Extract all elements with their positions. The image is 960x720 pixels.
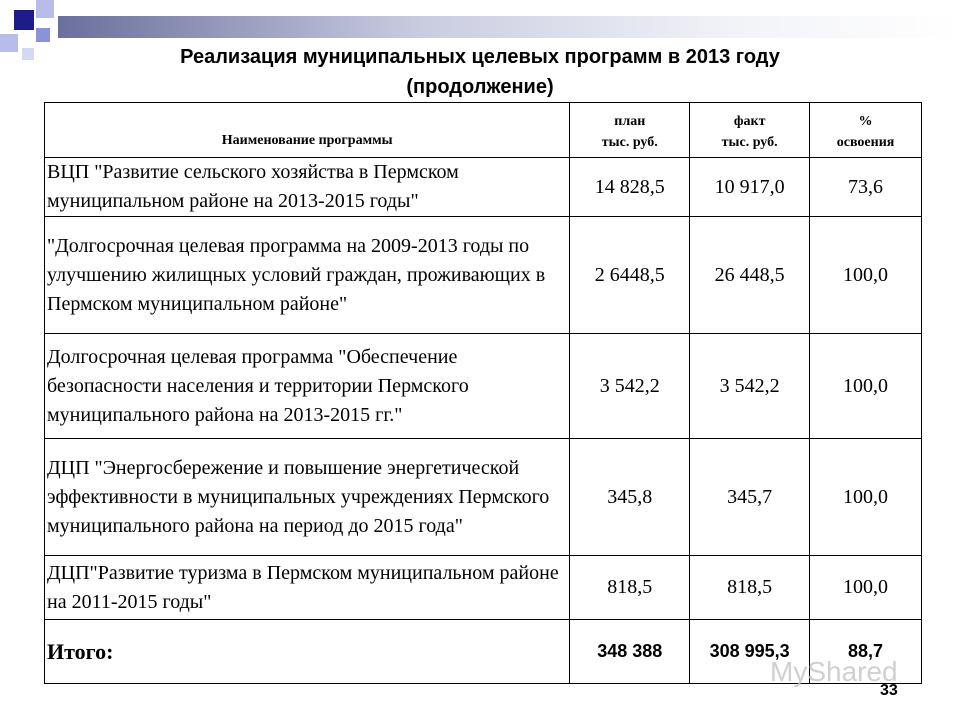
- header-percent: % освоения: [810, 103, 922, 158]
- percent-value: 100,0: [810, 217, 922, 334]
- total-plan: 348 388: [570, 620, 690, 684]
- decor-square: [36, 0, 54, 18]
- program-name: ДЦП"Развитие туризма в Пермском муниципальном районе на 2011-2015 годы": [45, 556, 570, 620]
- plan-value: 2 6448,5: [570, 217, 690, 334]
- table-row: [45, 439, 922, 556]
- plan-value: 345,8: [570, 439, 690, 556]
- decor-square: [22, 48, 34, 60]
- slide-subtitle: (продолжение): [406, 76, 554, 98]
- header-fact: факт тыс. руб.: [690, 103, 810, 158]
- slide-title: Реализация муниципальных целевых программ в 2013 году: [180, 46, 780, 68]
- program-name: ДЦП "Энергосбережение и повышение энергетической эффективности в муниципальных учреждениях Пермского муниципального района на период до 2015 года": [45, 439, 570, 556]
- fact-value: 818,5: [690, 556, 810, 620]
- plan-value: 3 542,2: [570, 334, 690, 439]
- table-row: [45, 217, 922, 334]
- header-gradient-bar: [58, 16, 960, 38]
- table-row: [45, 556, 922, 620]
- decor-square: [36, 28, 50, 42]
- page-number: 33: [880, 682, 898, 699]
- fact-value: 10 917,0: [690, 158, 810, 217]
- decor-square: [14, 10, 34, 30]
- table-row: [45, 334, 922, 439]
- program-name: "Долгосрочная целевая программа на 2009-2013 годы по улучшению жилищных условий граждан, проживающих в Пермском муниципальном районе": [45, 217, 570, 334]
- header-program-name: Наименование программы: [45, 103, 570, 158]
- total-fact: 308 995,3: [690, 620, 810, 684]
- header-plan: план тыс. руб.: [570, 103, 690, 158]
- plan-value: 818,5: [570, 556, 690, 620]
- decor-square: [0, 34, 18, 52]
- total-label: Итого:: [45, 620, 570, 684]
- fact-value: 26 448,5: [690, 217, 810, 334]
- percent-value: 100,0: [810, 439, 922, 556]
- fact-value: 3 542,2: [690, 334, 810, 439]
- programs-table: [44, 102, 922, 684]
- table-row: [45, 158, 922, 217]
- total-percent: 88,7: [810, 620, 922, 684]
- percent-value: 100,0: [810, 334, 922, 439]
- percent-value: 100,0: [810, 556, 922, 620]
- fact-value: 345,7: [690, 439, 810, 556]
- table-header-row: [45, 103, 922, 158]
- program-name: ВЦП "Развитие сельского хозяйства в Пермском муниципальном районе на 2013-2015 годы": [45, 158, 570, 217]
- watermark: MyShared: [770, 656, 898, 687]
- percent-value: 73,6: [810, 158, 922, 217]
- plan-value: 14 828,5: [570, 158, 690, 217]
- program-name: Долгосрочная целевая программа "Обеспечение безопасности населения и территории Пермского муниципального района на 2013-2015 гг.": [45, 334, 570, 439]
